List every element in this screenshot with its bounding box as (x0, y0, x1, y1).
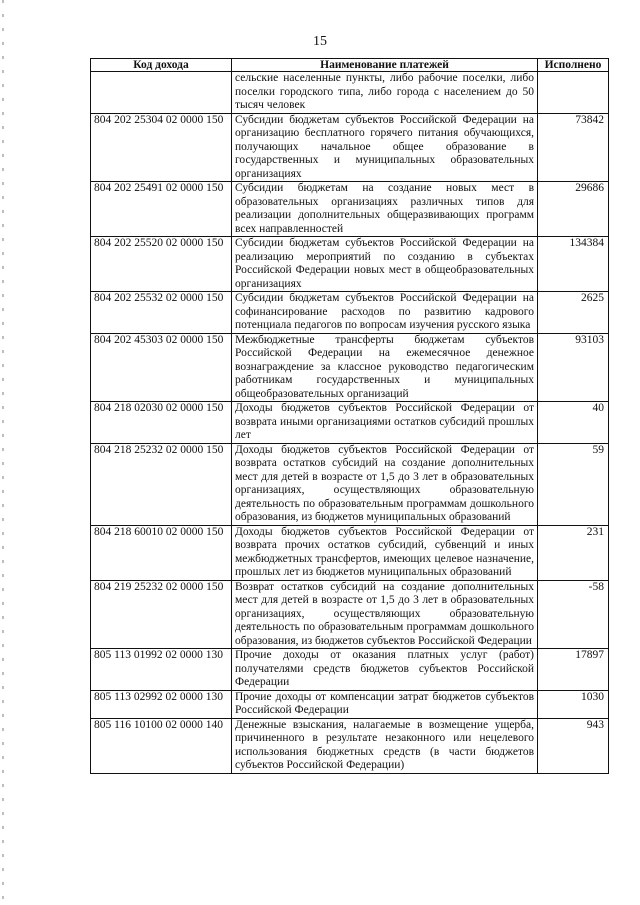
table-row (91, 690, 609, 718)
table-row (91, 182, 609, 237)
payment-name: Субсидии бюджетам на создание новых мест в образовательных организациях различных типов для реализации дополнительных общеразвивающих программ всех направленностей (232, 182, 538, 237)
page-number: 15 (313, 34, 327, 49)
executed-amount: 73842 (538, 113, 609, 182)
payment-name: Межбюджетные трансферты бюджетам субъектов Российской Федерации на ежемесячное денежное вознаграждение за классное руководство педагогическим работникам государственных и муниципальных общеобразовательных организаций (232, 333, 538, 402)
executed-amount (538, 72, 609, 114)
payment-name: Прочие доходы от компенсации затрат бюджетов субъектов Российской Федерации (232, 690, 538, 718)
table-header-row (91, 59, 609, 72)
payment-name: сельские населенные пункты, либо рабочие поселки, либо поселки городского типа, либо города с населением до 50 тысяч человек (232, 72, 538, 114)
header-executed: Исполнено (538, 59, 609, 72)
table-row (91, 237, 609, 292)
payment-name: Доходы бюджетов субъектов Российской Федерации от возврата иными организациями остатков субсидий прошлых лет (232, 402, 538, 444)
table-row (91, 580, 609, 649)
revenue-code: 804 218 02030 02 0000 150 (91, 402, 232, 444)
table-row (91, 72, 609, 114)
revenue-code: 804 202 25520 02 0000 150 (91, 237, 232, 292)
executed-amount: 2625 (538, 292, 609, 334)
revenue-code: 804 202 45303 02 0000 150 (91, 333, 232, 402)
revenue-code: 804 218 60010 02 0000 150 (91, 525, 232, 580)
header-code: Код дохода (91, 59, 232, 72)
executed-amount: 59 (538, 443, 609, 525)
executed-amount: 40 (538, 402, 609, 444)
payment-name: Субсидии бюджетам субъектов Российской Федерации на организацию бесплатного горячего питания обучающихся, получающих начальное общее образование в государственных и муниципальных образовательных организациях (232, 113, 538, 182)
payment-name: Доходы бюджетов субъектов Российской Федерации от возврата прочих остатков субсидий, субвенций и иных межбюджетных трансфертов, имеющих целевое назначение, прошлых лет из бюджетов муниципальных образований (232, 525, 538, 580)
revenue-code: 805 116 10100 02 0000 140 (91, 718, 232, 773)
table-row (91, 718, 609, 773)
executed-amount: 943 (538, 718, 609, 773)
revenue-code: 804 219 25232 02 0000 150 (91, 580, 232, 649)
revenue-code: 805 113 01992 02 0000 130 (91, 649, 232, 691)
executed-amount: 231 (538, 525, 609, 580)
payment-name: Субсидии бюджетам субъектов Российской Федерации на софинансирование расходов по развитию кадрового потенциала педагогов по вопросам изучения русского языка (232, 292, 538, 334)
revenue-code: 805 113 02992 02 0000 130 (91, 690, 232, 718)
revenue-code (91, 72, 232, 114)
executed-amount: 134384 (538, 237, 609, 292)
scan-edge-marks (2, 0, 4, 905)
revenue-code: 804 202 25491 02 0000 150 (91, 182, 232, 237)
revenue-code: 804 202 25304 02 0000 150 (91, 113, 232, 182)
table-row (91, 649, 609, 691)
executed-amount: 29686 (538, 182, 609, 237)
table-row (91, 443, 609, 525)
payment-name: Возврат остатков субсидий на создание дополнительных мест для детей в возрасте от 1,5 до 3 лет в образовательных организациях, осуществляющих образовательную деятельность по образовательным программам дошкольного образования, из бюджетов субъектов Российской Федерации (232, 580, 538, 649)
executed-amount: 1030 (538, 690, 609, 718)
header-payment-name: Наименование платежей (232, 59, 538, 72)
revenue-code: 804 202 25532 02 0000 150 (91, 292, 232, 334)
revenue-table (90, 58, 609, 774)
table-row (91, 292, 609, 334)
payment-name: Прочие доходы от оказания платных услуг (работ) получателями средств бюджетов субъектов Российской Федерации (232, 649, 538, 691)
payment-name: Денежные взыскания, налагаемые в возмещение ущерба, причиненного в результате незаконного или нецелевого использования бюджетных средств (в части бюджетов субъектов Российской Федерации) (232, 718, 538, 773)
executed-amount: 93103 (538, 333, 609, 402)
table-row (91, 402, 609, 444)
payment-name: Доходы бюджетов субъектов Российской Федерации от возврата остатков субсидий на создание дополнительных мест для детей в возрасте от 1,5 до 3 лет в образовательных организациях, осуществляющих образовательную деятельность по образовательным программам дошкольного образования, из бюджетов муниципальных образований (232, 443, 538, 525)
executed-amount: -58 (538, 580, 609, 649)
executed-amount: 17897 (538, 649, 609, 691)
table-row (91, 113, 609, 182)
revenue-code: 804 218 25232 02 0000 150 (91, 443, 232, 525)
table-row (91, 525, 609, 580)
table-row (91, 333, 609, 402)
payment-name: Субсидии бюджетам субъектов Российской Федерации на реализацию мероприятий по созданию в субъектах Российской Федерации новых мест в общеобразовательных организациях (232, 237, 538, 292)
